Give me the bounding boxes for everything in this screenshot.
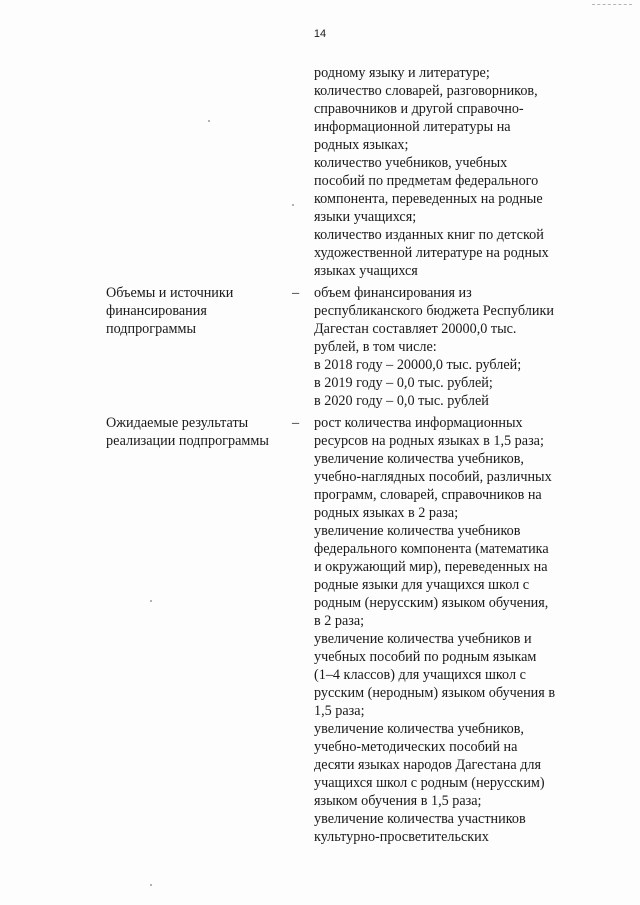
funding-value-line: республиканского бюджета Республики (314, 303, 554, 319)
results-value-line: рост количества информационных (314, 415, 523, 431)
results-value-line: (1–4 классов) для учащихся школ с (314, 667, 526, 683)
text-line: информационной литературы на (314, 119, 511, 135)
results-value-line: программ, словарей, справочников на (314, 487, 542, 503)
results-value-line: русским (неродным) языком обучения в (314, 685, 556, 701)
funding-value-line: в 2020 году – 0,0 тыс. рублей (314, 393, 489, 409)
text-line: справочников и другой справочно- (314, 101, 524, 117)
text-line: количество учебников, учебных (314, 155, 508, 171)
text-line: количество словарей, разговорников, (314, 83, 538, 99)
scan-speck (208, 120, 210, 122)
funding-value-line: рублей, в том числе: (314, 339, 437, 355)
results-value-line: учебных пособий по родным языкам (314, 649, 537, 665)
scan-speck (150, 600, 152, 602)
text-line: пособий по предметам федерального (314, 173, 539, 189)
page-number: 14 (313, 28, 327, 40)
results-value-line: учебно-наглядных пособий, различных (314, 469, 552, 485)
text-line: компонента, переведенных на родные (314, 191, 543, 207)
results-value-line: десяти языках народов Дагестана для (314, 757, 542, 773)
results-value-line: увеличение количества учебников, (314, 451, 524, 467)
results-label-line: реализации подпрограммы (106, 433, 269, 449)
scan-speck (292, 204, 294, 206)
results-value-line: федерального компонента (математика (314, 541, 549, 557)
results-value-line: родным (нерусским) языком обучения, (314, 595, 549, 611)
funding-dash: – (292, 285, 300, 301)
funding-value-line: Дагестан составляет 20000,0 тыс. (314, 321, 517, 337)
funding-label-line: подпрограммы (106, 321, 196, 337)
scan-speck (150, 884, 152, 886)
results-value-line: ресурсов на родных языках в 1,5 раза; (314, 433, 544, 449)
text-line: художественной литературе на родных (314, 245, 549, 261)
results-value-line: учащихся школ с родным (нерусским) (314, 775, 545, 791)
text-line: языки учащихся; (314, 209, 417, 225)
funding-value-line: объем финансирования из (314, 285, 472, 301)
results-value-line: и окружающий мир), переведенных на (314, 559, 548, 575)
results-value-line: увеличение количества учебников, (314, 721, 524, 737)
results-value-line: родных языках в 2 раза; (314, 505, 459, 521)
results-label-line: Ожидаемые результаты (106, 415, 249, 431)
results-value-line: увеличение количества учебников и (314, 631, 532, 647)
results-value-line: в 2 раза; (314, 613, 365, 629)
text-line: языках учащихся (314, 263, 418, 279)
funding-label-line: финансирования (106, 303, 207, 319)
funding-value-line: в 2018 году – 20000,0 тыс. рублей; (314, 357, 522, 373)
results-value-line: культурно-просветительских (314, 829, 489, 845)
text-line: родных языках; (314, 137, 409, 153)
funding-value-line: в 2019 году – 0,0 тыс. рублей; (314, 375, 493, 391)
results-value-line: увеличение количества участников (314, 811, 526, 827)
funding-label-line: Объемы и источники (106, 285, 234, 301)
text-line: количество изданных книг по детской (314, 227, 544, 243)
text-line: родному языку и литературе; (314, 65, 490, 81)
results-value-line: увеличение количества учебников (314, 523, 521, 539)
results-dash: – (292, 415, 300, 431)
scan-artifact (592, 4, 632, 6)
results-value-line: родные языки для учащихся школ с (314, 577, 530, 593)
results-value-line: 1,5 раза; (314, 703, 365, 719)
results-value-line: учебно-методических пособий на (314, 739, 518, 755)
results-value-line: языком обучения в 1,5 раза; (314, 793, 482, 809)
